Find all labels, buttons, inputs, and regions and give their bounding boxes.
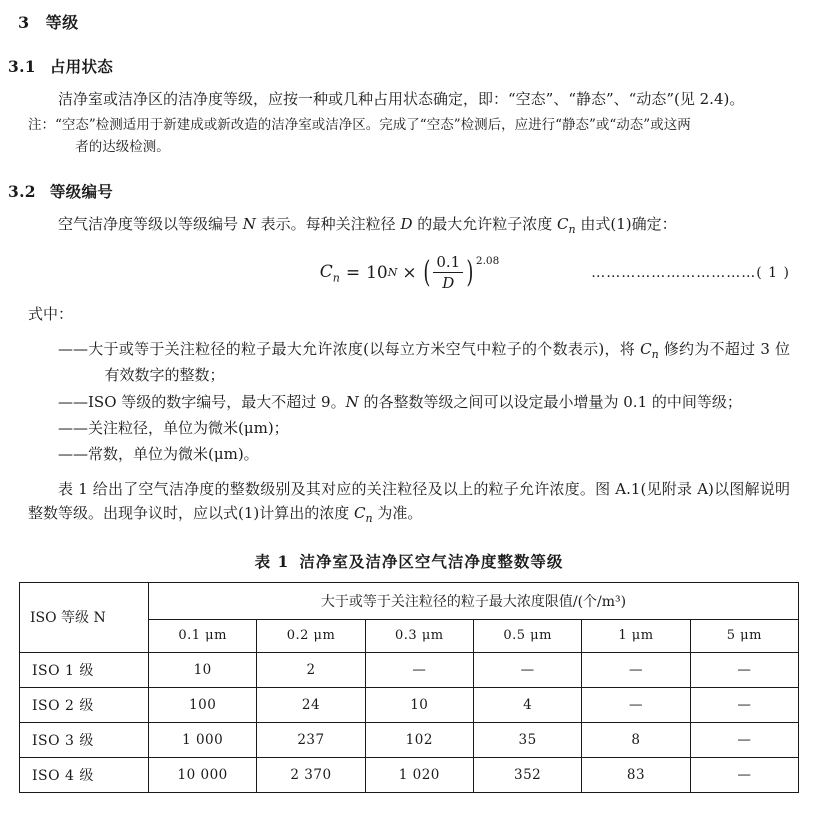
definition-item-n: ——ISO 等级的数字编号，最大不超过 9。N 的各整数等级之间可以设定最小增量为 0.1 的中间等级； [28, 390, 790, 414]
table-header-size-0: 0.1 μm [149, 619, 257, 652]
definition-term-cn [28, 337, 58, 364]
section-heading-3-1 [8, 55, 818, 77]
formula-expression [320, 253, 499, 292]
paragraph-closing: 表 1 给出了空气洁净度的整数级别及其对应的关注粒径及以上的粒子允许浓度。图 A.1(见附录 A)以图解说明整数等级。出现争议时，应以式(1)计算出的浓度 $C_n$ 为准。 [28, 479, 790, 525]
table-cell-0-2: — [365, 652, 473, 687]
formula-paren-open: ( [422, 254, 430, 290]
note-3-1 [28, 115, 790, 158]
definition-item-d: ——关注粒径，单位为微米(μm)； [28, 416, 790, 440]
definition-term-const [28, 442, 58, 466]
table-header-size-4: 1 μm [582, 619, 690, 652]
table-cell-2-0: 1 000 [149, 722, 257, 757]
table-caption-number: 表 1 [254, 551, 290, 571]
definition-list [28, 337, 790, 467]
formula-equals: = [345, 262, 361, 283]
definition-item-cn: ——大于或等于关注粒径的粒子最大允许浓度(以每立方米空气中粒子的个数表示)，将 $C_n$ 修约为不超过 3 位有效数字的整数； [28, 337, 790, 388]
table-cell-2-3: 35 [473, 722, 581, 757]
table-cell-0-5: — [690, 652, 798, 687]
table-row [20, 757, 799, 792]
formula-exponent: N [387, 266, 398, 280]
table-cell-0-0: 10 [149, 652, 257, 687]
formula-number [591, 265, 790, 281]
section-title-3-1: 占用状态 [49, 57, 114, 76]
table-body [20, 652, 799, 792]
table-header-iso-class: ISO 等级 N [20, 582, 149, 652]
paragraph-3-2: 空气洁净度等级以等级编号 N 表示。每种关注粒径 D 的最大允许粒子浓度 $C_n$ 由式(1)确定： [58, 215, 677, 237]
table-cell-3-0: 10 000 [149, 757, 257, 792]
table-header-size-5: 5 μm [690, 619, 798, 652]
note-3-1-line2: 者的达级检测。 [75, 138, 170, 155]
definition-item-const: ——常数，单位为微米(μm)。 [28, 442, 790, 466]
formula-outer-exponent: 2.08 [475, 254, 500, 267]
table-caption [0, 550, 818, 572]
note-3-1-line1: 注：“空态”检测适用于新建成或新改造的洁净室或洁净区。完成了“空态”检测后，应进行“静态”或“动态”或这两 [28, 117, 691, 134]
table-caption-title: 洁净室及洁净区空气洁净度整数等级 [299, 551, 564, 571]
formula-fraction-denominator: D [442, 274, 455, 293]
section-title-3-2: 等级编号 [49, 182, 114, 202]
section-heading-3-2 [8, 180, 818, 202]
table-cell-1-1: 24 [257, 687, 365, 722]
definition-term-d [28, 416, 58, 440]
table-header-concentration-limits: 大于或等于关注粒径的粒子最大浓度限值/(个/m³) [149, 582, 799, 619]
table-cell-3-4: 83 [582, 757, 690, 792]
table-row-label-3: ISO 4 级 [20, 757, 149, 792]
formula-dots: …………………………… [591, 264, 757, 281]
section-number-3-1: 3.1 [8, 57, 36, 76]
section-heading-3 [18, 10, 818, 33]
table-row-label-0: ISO 1 级 [20, 652, 149, 687]
table-cell-2-1: 237 [257, 722, 365, 757]
table-cell-2-2: 102 [365, 722, 473, 757]
table-cell-3-5: — [690, 757, 798, 792]
formula-fraction-numerator: 0.1 [436, 253, 461, 272]
table-row-label-1: ISO 2 级 [20, 687, 149, 722]
paragraph-3-1: 洁净室或洁净区的洁净度等级，应按一种或几种占用状态确定，即：“空态”、“静态”、“动态”(见 2.4)。 [58, 90, 745, 108]
formula-base: 10 [366, 262, 388, 283]
table-header-size-1: 0.2 μm [257, 619, 365, 652]
table-cell-3-2: 1 020 [365, 757, 473, 792]
formula-times: × [402, 262, 417, 283]
where-label: 式中： [28, 305, 74, 324]
table-cell-1-4: — [582, 687, 690, 722]
table-row [20, 652, 799, 687]
table-cell-2-5: — [690, 722, 798, 757]
formula-fraction [433, 253, 463, 292]
table-head [20, 582, 799, 652]
table-row-label-2: ISO 3 级 [20, 722, 149, 757]
table-cell-3-3: 352 [473, 757, 581, 792]
table-header-size-2: 0.3 μm [365, 619, 473, 652]
table-cell-0-3: — [473, 652, 581, 687]
cleanliness-class-table [19, 582, 799, 793]
table-cell-0-1: 2 [257, 652, 365, 687]
definition-term-n [28, 390, 58, 414]
table-header-size-3: 0.5 μm [473, 619, 581, 652]
formula-index: ( 1 ) [756, 264, 790, 281]
table-cell-1-0: 100 [149, 687, 257, 722]
table-cell-1-3: 4 [473, 687, 581, 722]
formula-paren-close: ) [466, 254, 474, 290]
section-number-3-2: 3.2 [8, 182, 36, 202]
formula-1 [0, 253, 818, 292]
formula-lhs: $C_n$ [319, 261, 340, 284]
table-row [20, 722, 799, 757]
section-number-3: 3 [18, 13, 30, 32]
table-cell-2-4: 8 [582, 722, 690, 757]
table-cell-0-4: — [582, 652, 690, 687]
table-header-row-1 [20, 582, 799, 619]
table-row [20, 687, 799, 722]
table-cell-1-2: 10 [365, 687, 473, 722]
document-page [0, 10, 818, 823]
table-cell-1-5: — [690, 687, 798, 722]
table-cell-3-1: 2 370 [257, 757, 365, 792]
section-title-3: 等级 [45, 13, 79, 32]
